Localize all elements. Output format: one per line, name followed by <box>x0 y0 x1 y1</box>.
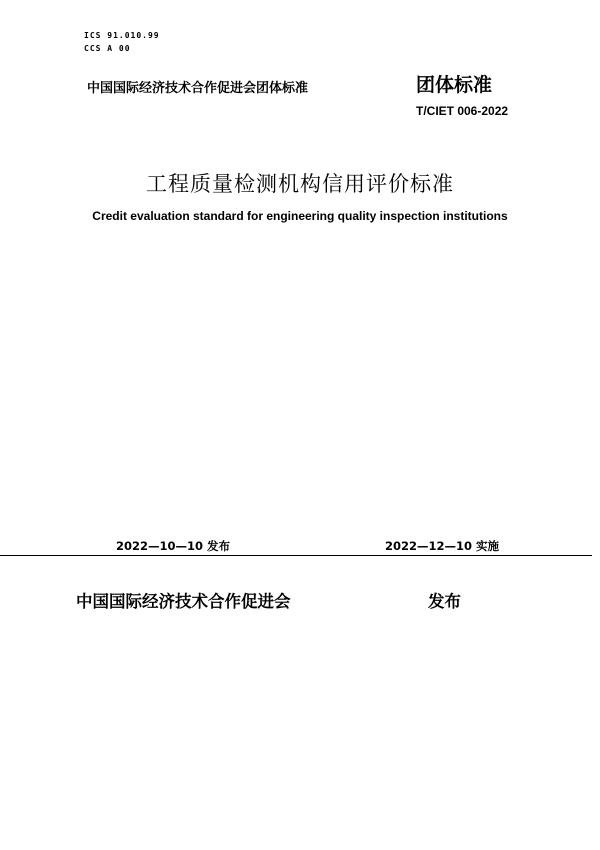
issue-label: 发布 <box>428 592 461 611</box>
standard-code: T/CIET 006-2022 <box>416 104 509 118</box>
ccs-code: CCS A 00 <box>84 44 131 53</box>
implementation-date: 2022—12—10 实施 <box>385 539 500 553</box>
document-title-english: Credit evaluation standard for engineering quality inspection institutions <box>92 209 508 223</box>
publish-date: 2022—10—10 发布 <box>116 539 231 553</box>
organization-standard-header: 中国国际经济技术合作促进会团体标准 <box>87 81 309 96</box>
document-title-chinese: 工程质量检测机构信用评价标准 <box>146 172 454 196</box>
standard-type: 团体标准 <box>416 74 493 96</box>
ics-code: ICS 91.010.99 <box>84 31 160 40</box>
issuing-organization: 中国国际经济技术合作促进会 <box>76 592 291 611</box>
divider-line <box>0 555 592 556</box>
